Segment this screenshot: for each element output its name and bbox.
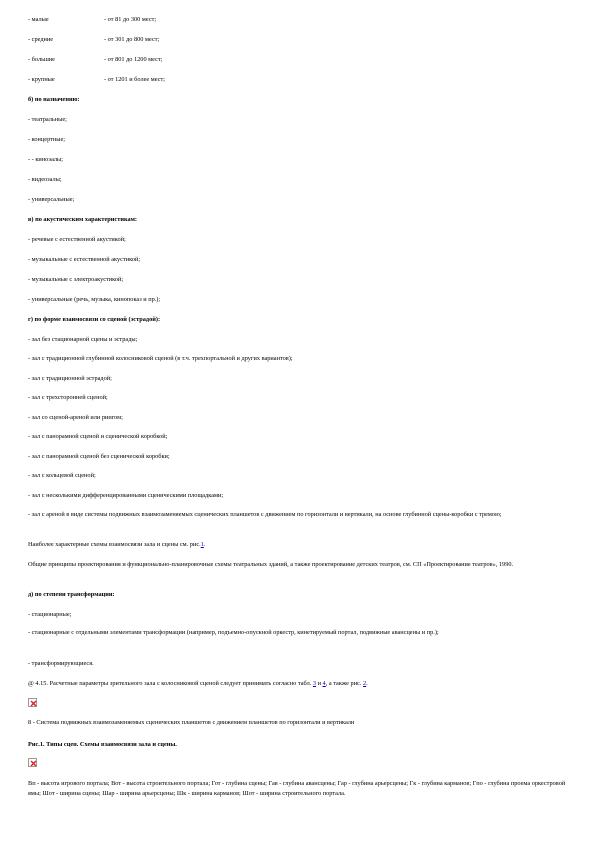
figure-title: Рис.1. Типы сцен. Схемы взаимосвязи зала и сцены. <box>28 741 177 748</box>
schemes-paragraph <box>28 539 568 550</box>
clause-text: , а также рис. <box>325 680 364 687</box>
red-x-icon <box>30 700 37 707</box>
list-item: - видеозалы; <box>28 176 62 183</box>
size-label: - малые <box>28 16 49 23</box>
list-item: - театральные; <box>28 116 67 123</box>
clause-text: @ 4.15. Расчетные параметры зрительного зала с колосниковой сценой следует принимать согласно табл. <box>28 680 313 687</box>
size-range: - от 801 до 1200 мест; <box>104 56 163 63</box>
list-item: - стационарные с отдельными элементами трансформации (например, подъемно-опускной оркестр, кинетируемый портал, подвижные авансцены и пр.); <box>28 629 439 636</box>
transform-heading: д) по степени трансформации: <box>28 591 115 598</box>
list-item: - зал со сценой-ареной или рингом; <box>28 414 123 421</box>
list-item: - универсальные; <box>28 196 75 203</box>
list-item: - зал с традиционной глубинной колосниковой сценой (в т.ч. трехпортальной и других вариантов); <box>28 355 293 362</box>
list-item: - стационарные; <box>28 611 72 618</box>
schemes-text: Наиболее характерные схемы взаимосвязи зала и сцены см. рис. <box>28 541 201 548</box>
size-label: - крупные <box>28 76 55 83</box>
list-item: - зал с несколькими дифференцированными сценическими площадками; <box>28 492 224 499</box>
list-item: - концертные; <box>28 136 66 143</box>
list-item: - музыкальные с естественной акустикой; <box>28 256 141 263</box>
list-item: - зал с кольцевой сценой; <box>28 472 96 479</box>
principles-paragraph: Общие принципы проектирования и функционально-планировочные схемы театральных зданий, а также проектирование детских театров, см. СП «Проектирование театров», 1990. <box>28 561 514 568</box>
table-4-link[interactable]: 4 <box>322 680 326 687</box>
list-item: - зал с ареной в виде системы подвижных взаимозаменяемых сценических планшетов с движением по горизонтали и вертикали, на основе глубинной сцены-коробки с тремою; <box>28 511 502 518</box>
size-range: - от 1201 и более мест; <box>104 76 165 83</box>
list-item: - зал с трехсторонней сценой; <box>28 394 108 401</box>
size-label: - большие <box>28 56 55 63</box>
size-row-small <box>28 14 568 25</box>
stage-form-heading: г) по форме взаимосвязи со сценой (эстрадой): <box>28 316 161 323</box>
list-item: - трансформирующиеся. <box>28 660 94 667</box>
table-3-link[interactable]: 3 <box>312 680 317 687</box>
size-label: - средние <box>28 36 54 43</box>
list-item: - зал с традиционной эстрадой; <box>28 375 112 382</box>
clause-text: и <box>316 680 323 687</box>
size-row-medium <box>28 34 568 45</box>
list-item: - зал с панорамной сценой и сценической коробкой; <box>28 433 168 440</box>
list-item: - - киноэалы; <box>28 156 64 163</box>
acoustic-heading: в) по акустическим характеристикам: <box>28 216 138 223</box>
list-item: - музыкальные с электроакустикой; <box>28 276 124 283</box>
list-item: - зал с панорамной сценой без сценической коробки; <box>28 453 170 460</box>
period: . <box>203 541 206 548</box>
clause-text: . <box>366 680 368 687</box>
size-row-very-large <box>28 74 568 85</box>
list-item: - универсальные (речь, музыка, кинопоказ и пр.); <box>28 296 161 303</box>
figure-caption-8: 8 - Система подвижных взаимозаменяемых сценических планшетов с движением планшетов по горизонтали и вертикали <box>28 719 355 726</box>
size-range: - от 81 до 300 мест; <box>104 16 157 23</box>
purpose-heading: б) по назначению: <box>28 96 80 103</box>
list-item: - зал без стационарной сцены и эстрады; <box>28 336 138 343</box>
list-item: - речевые с естественной акустикой; <box>28 236 126 243</box>
size-row-large <box>28 54 568 65</box>
figure-1-link[interactable]: 1 <box>200 541 204 548</box>
broken-image-icon <box>28 758 37 767</box>
figure-legend: Вп - высота игрового портала; Вот - высота строительного портала; Гот - глубина сцены; Гав - глубина авансцены; Гар - глубина арьерсцены; Гк - глубина карманов; Гпо - глубина проема оркестровой ямы; Шот - ширина сцены; Шар - ширина арьерсцены; Шк - ширина карманов; Шот - ширина строительного портала. <box>28 780 566 797</box>
broken-image-icon <box>28 698 37 707</box>
clause-4-15 <box>28 678 568 689</box>
size-range: - от 301 до 800 мест; <box>104 36 160 43</box>
figure-2-link[interactable]: 2 <box>363 680 367 687</box>
red-x-icon <box>30 760 37 767</box>
